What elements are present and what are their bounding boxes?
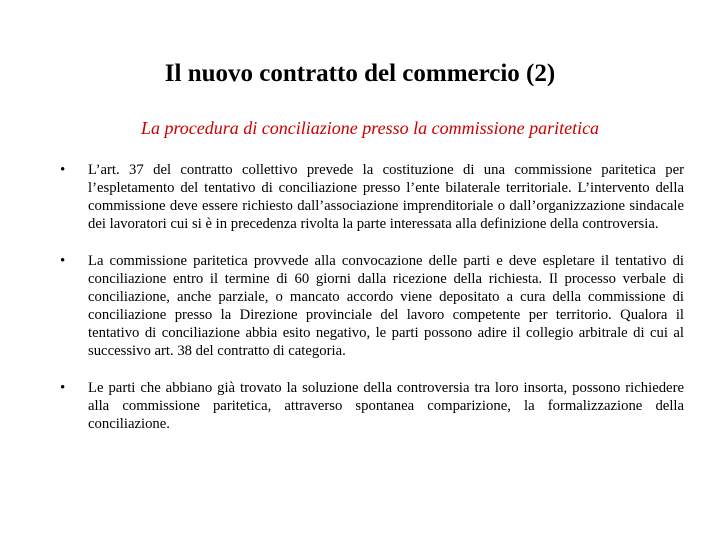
- bullet-text: Le parti che abbiano già trovato la soluzione della controversia tra loro insorta, possono richiedere alla commissione paritetica, attraverso spontanea comparizione, la formalizzazione della conciliazione.: [88, 380, 684, 432]
- bullet-text: La commissione paritetica provvede alla convocazione delle parti e deve espletare il tentativo di conciliazione entro il termine di 60 giorni dalla ricezione della richiesta. Il processo verbale di conciliazione, anche parziale, o mancato accordo viene depositato a cura della commissione di conciliazione presso la Direzione provinciale del lavoro competente per territorio. Qualora il tentativo di conciliazione abbia esito negativo, le parti possono adire il collegio arbitrale di cui al successivo art. 38 del contratto di categoria.: [88, 253, 684, 359]
- bullet-item: [60, 161, 684, 233]
- bullet-text: L’art. 37 del contratto collettivo prevede la costituzione di una commissione paritetica per l’espletamento del tentativo di conciliazione presso l’ente bilaterale territoriale. L’intervento della commissione deve essere richiesto dall’associazione imprenditoriale o dall’organizzazione sindacale dei lavoratori cui si è in precedenza rivolta la parte interessata alla definizione della controversia.: [88, 162, 684, 232]
- slide-subtitle: La procedura di conciliazione presso la commissione paritetica: [140, 118, 600, 138]
- bullet-item: [60, 379, 684, 433]
- bullet-point-icon: •: [60, 253, 66, 269]
- bullet-point-icon: •: [60, 162, 66, 178]
- bullet-item: [60, 252, 684, 360]
- bullet-list: [60, 161, 684, 452]
- bullet-point-icon: •: [60, 380, 66, 396]
- slide-title: Il nuovo contratto del commercio (2): [164, 60, 556, 87]
